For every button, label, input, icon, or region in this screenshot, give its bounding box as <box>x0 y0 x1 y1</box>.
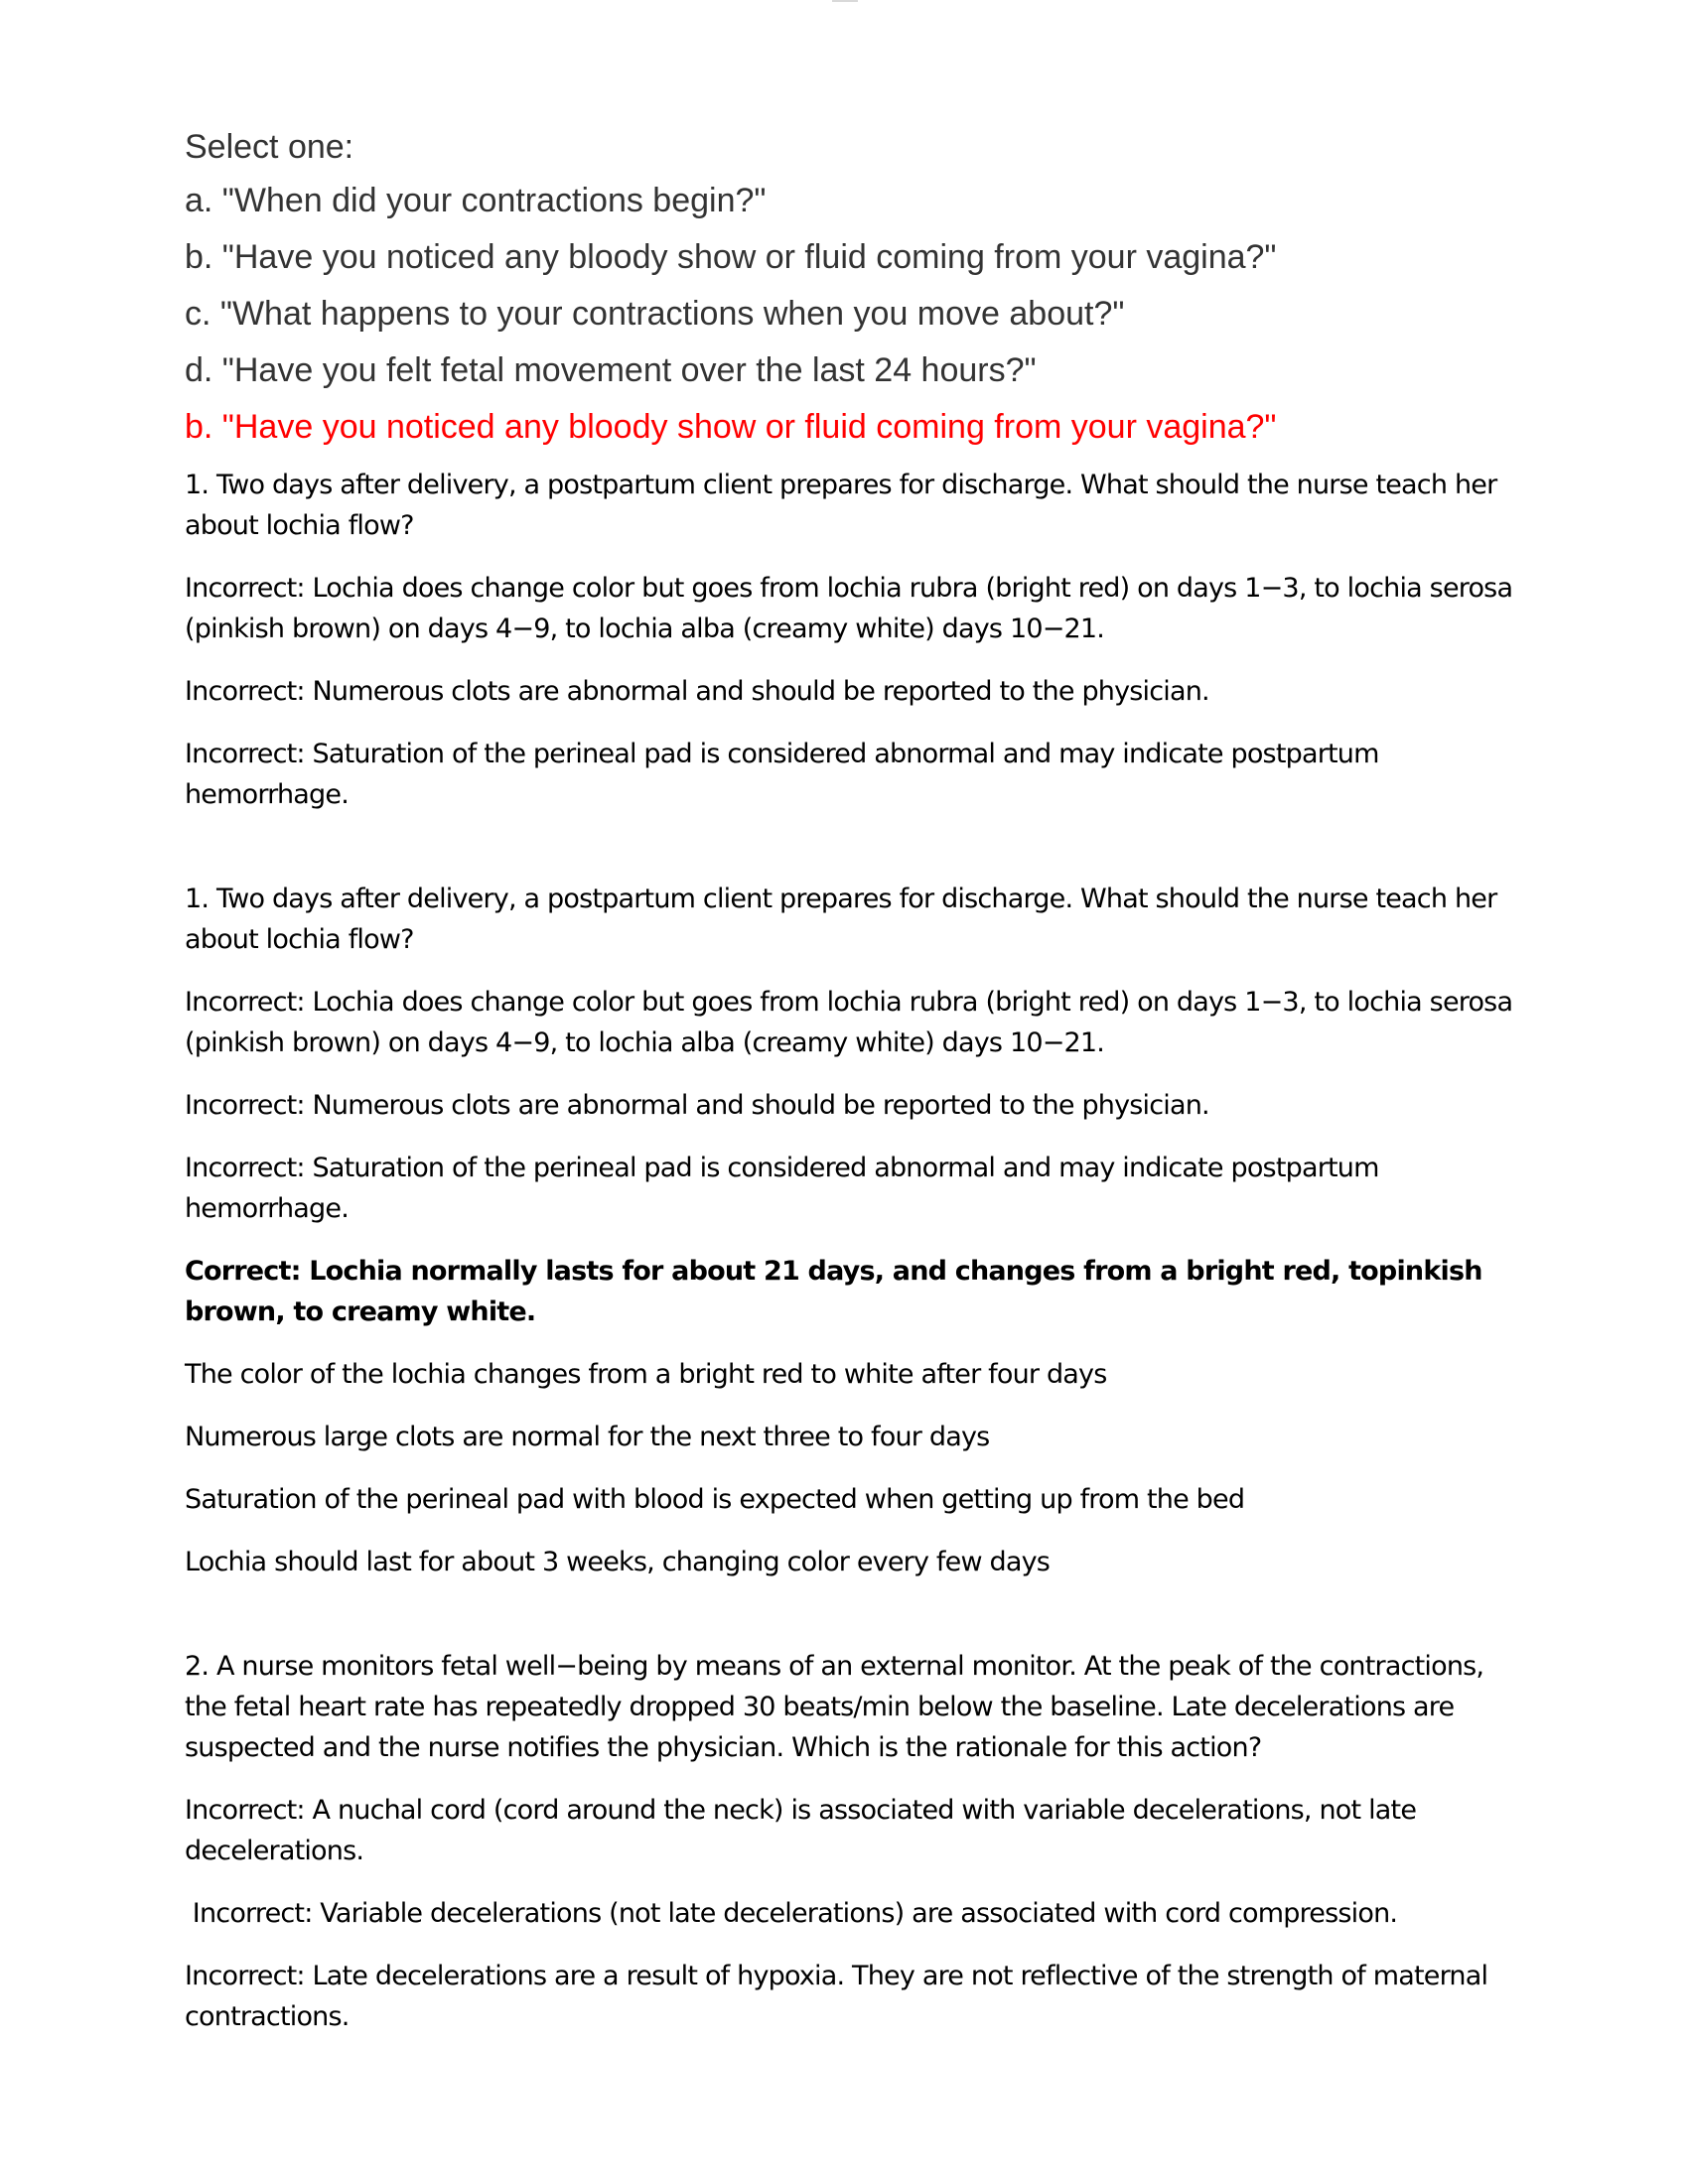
choice-4: Lochia should last for about 3 weeks, changing color every few days <box>185 1547 1051 1577</box>
rationale-1b: Incorrect: Numerous clots are abnormal and should be reported to the physician. <box>185 676 1209 707</box>
rationale-3b: Incorrect: Variable decelerations (not late decelerations) are associated with cord compression. <box>185 1898 1398 1929</box>
rationale-2b: Incorrect: Numerous clots are abnormal and should be reported to the physician. <box>185 1090 1209 1121</box>
spacer <box>185 1604 1515 1646</box>
document-page <box>185 127 1515 2059</box>
rationale-3a: Incorrect: A nuchal cord (cord around the neck) is associated with variable decelerations, not late decelerations. <box>185 1795 1417 1866</box>
select-one-label: Select one: <box>185 128 354 166</box>
question-2: 2. A nurse monitors fetal well−being by means of an external monitor. At the peak of the contractions, the fetal heart rate has repeatedly dropped 30 beats/min below the baseline. Late decelerations are suspected and the nurse notifies the physician. Which is the rationale for this action? <box>185 1651 1484 1763</box>
rationale-2a: Incorrect: Lochia does change color but goes from lochia rubra (bright red) on days 1−3, to lochia serosa (pinkish brown) on days 4−9, to lochia alba (creamy white) days 10−21. <box>185 987 1513 1058</box>
option-b: b. "Have you noticed any bloody show or fluid coming from your vagina?" <box>185 238 1277 276</box>
rationale-1a: Incorrect: Lochia does change color but goes from lochia rubra (bright red) on days 1−3, to lochia serosa (pinkish brown) on days 4−9, to lochia alba (creamy white) days 10−21. <box>185 573 1513 644</box>
choice-3: Saturation of the perineal pad with blood is expected when getting up from the bed <box>185 1484 1245 1515</box>
choice-2: Numerous large clots are normal for the next three to four days <box>185 1422 990 1452</box>
question-1: 1. Two days after delivery, a postpartum client prepares for discharge. What should the nurse teach her about lochia flow? <box>185 470 1497 541</box>
option-a: a. "When did your contractions begin?" <box>185 182 767 219</box>
answer-highlight: b. "Have you noticed any bloody show or fluid coming from your vagina?" <box>185 408 1277 446</box>
question-1-repeat: 1. Two days after delivery, a postpartum client prepares for discharge. What should the nurse teach her about lochia flow? <box>185 884 1497 955</box>
rationale-1c: Incorrect: Saturation of the perineal pad is considered abnormal and may indicate postpartum hemorrhage. <box>185 739 1379 810</box>
rationale-3c: Incorrect: Late decelerations are a result of hypoxia. They are not reflective of the strength of maternal contractions. <box>185 1961 1488 2032</box>
choice-1: The color of the lochia changes from a bright red to white after four days <box>185 1359 1107 1390</box>
header-mark <box>832 0 858 2</box>
option-d: d. "Have you felt fetal movement over the last 24 hours?" <box>185 351 1037 389</box>
correct-rationale: Correct: Lochia normally lasts for about 21 days, and changes from a bright red, topinkish brown, to creamy white. <box>185 1256 1482 1327</box>
option-c: c. "What happens to your contractions when you move about?" <box>185 295 1125 333</box>
rationale-2c: Incorrect: Saturation of the perineal pad is considered abnormal and may indicate postpartum hemorrhage. <box>185 1153 1379 1224</box>
spacer <box>185 837 1515 879</box>
